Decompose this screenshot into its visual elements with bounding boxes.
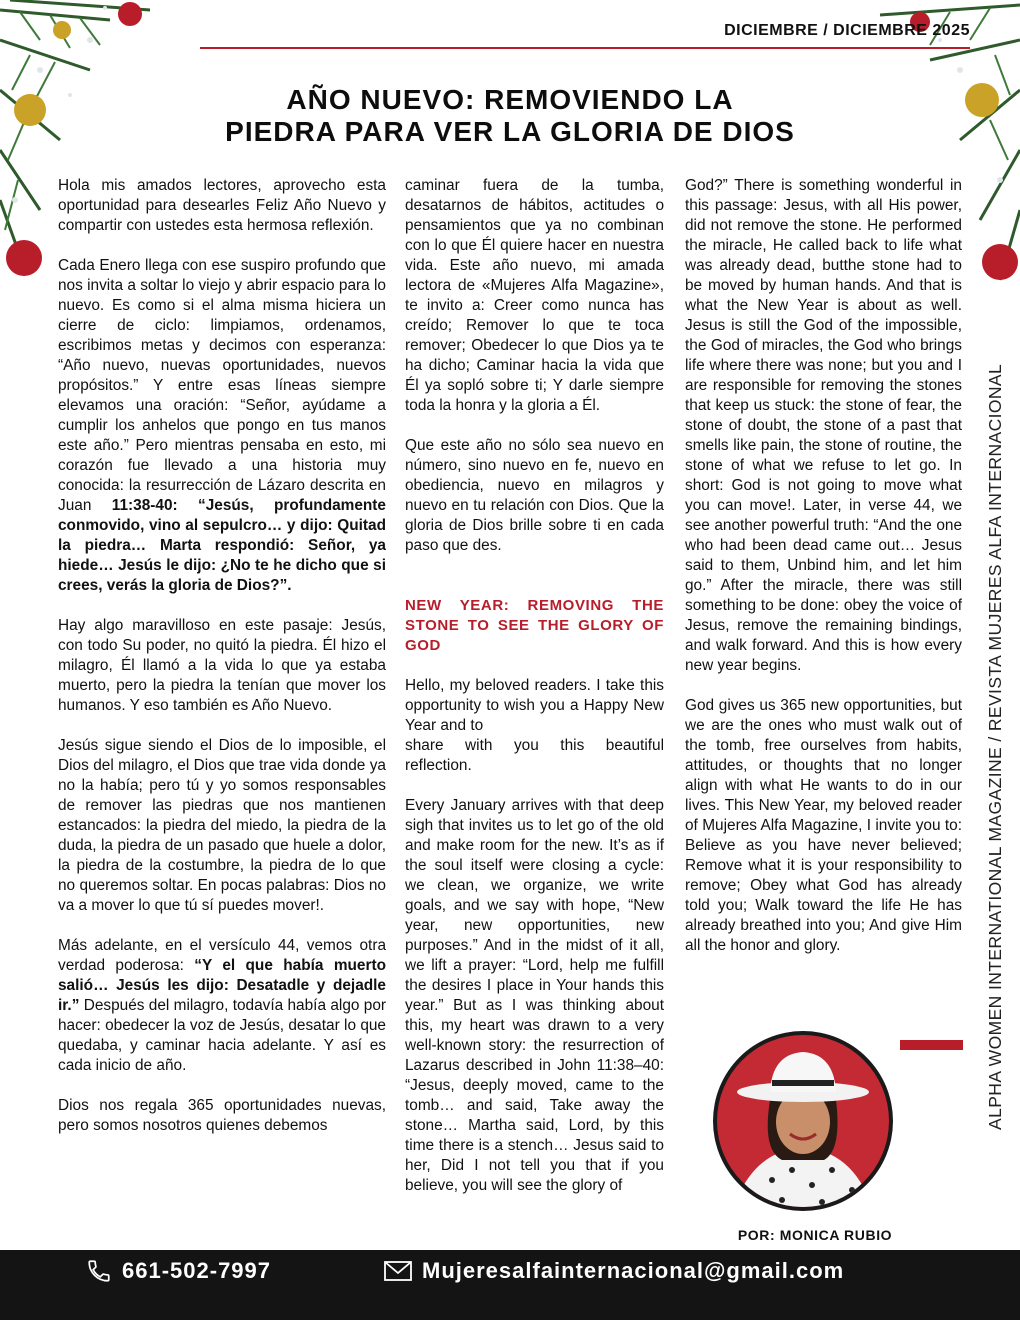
paragraph-text: Más adelante, en el versículo 44, vemos otra verdad poderosa: [58,937,386,974]
column-2 [405,176,664,1216]
paragraph: God?” There is something wonderful in this passage: Jesus, with all His power, did not remove the stone. He performed the miracle, He called back to life what was already dead, butthe stone had to be moved by human hands. And that is what the New Year is about as well. Jesus is still the God of the impossible, the God of miracles, the God who brings life where there was none; but you and I are responsible for removing the stones that keep us stuck: the stone of fear, the stone of doubt, the stone of a past that smells like pain, the stone of routine, the stone of what we refuse to let go. In short: God is not going to move what you can move!. Later, in verse 44, we see another powerful truth: “And the one who had been dead came out… Jesus said to them, Unbind him, and let him go.” After the miracle, there was still something to be done: obey the voice of Jesus, remove the remaining bindings, and walk forward. And this is how every new year begins. [685,177,962,674]
paragraph-text: Cada Enero llega con ese suspiro profundo que nos invita a soltar lo viejo y abrir espacio para lo nuevo. Es como si el alma misma hiciera un cierre de ciclo: limpiamos, ordenamos, escribimos metas y decimos con esperanza: “Año nuevo, nuevas oportunidades, nuevos propósitos.” Y entre esas líneas siempre elevamos una oración: “Señor, ayúdame a cumplir los anhelos que pongo en tus manos este año.” Pero mientras pensaba en esto, mi corazón fue llevado a una historia muy conocida: la resurrección de Lázaro descrita en Juan [58,257,386,514]
article-title [150,84,870,148]
footer-phone[interactable] [86,1258,271,1284]
paragraph-text: Hello, my beloved readers. I take this opportunity to wish you a Happy New Year and to [405,677,664,734]
footer-bar [0,1250,1020,1320]
paragraph: Hay algo maravilloso en este pasaje: Jesús, con todo Su poder, no quitó la piedra. Él hizo el milagro, Él llamó a la vida lo que ya estaba muerto, pero la piedra la tenían que mover los humanos. Y eso también es Año Nuevo. [58,617,386,714]
paragraph: Jesús sigue siendo el Dios de lo imposible, el Dios del milagro, el Dios que trae vida donde ya no la había; pero tú y yo somos responsables de remover las piedras que nos mantienen estancados: la piedra del miedo, la piedra de la duda, la piedra de un pasado que huele a dolor, la piedra de la costumbre, la piedra de lo que no queremos soltar. En pocas palabras: Dios no va a mover lo que tú sí puedes mover!. [58,737,386,914]
paragraph: Dios nos regala 365 oportunidades nuevas, pero somos nosotros quienes debemos [58,1097,386,1134]
email-address: Mujeresalfainternacional@gmail.com [422,1258,845,1283]
bible-quote: 11:38-40: “Jesús, profundamente conmovido, vino al sepulcro… y dijo: Quitad la piedra… Marta respondió: Señor, ya hiede… Jesús le dijo: ¿No te he dicho que si crees, verás la gloria de Dios?”. [58,497,386,594]
paragraph: caminar fuera de la tumba, desatarnos de hábitos, actitudes o pensamientos que ya no combinan con lo que Él quiere hacer en nuestra vida. Este año nuevo, mi amada lectora de «Mujeres Alfa Magazine», te invito a: Creer como nunca has creído; Remover lo que te toca remover; Obedecer lo que Dios ya te ha dicho; Caminar hacia la vida que Él ya sopló sobre ti; Y darle siempre toda la honra y la gloria a Él. [405,177,664,414]
paragraph-text: Después del milagro, todavía había algo por hacer: obedecer la voz de Jesús, desatar lo que quedaba, y caminar hacia adelante. Y así es cada inicio de año. [58,997,386,1074]
paragraph: God gives us 365 new opportunities, but we are the ones who must walk out of the tomb, free ourselves from habits, attitudes, or thoughts that no longer align with what He wants to do in our lives. This New Year, my beloved reader of Mujeres Alfa Magazine, I invite you to: Believe as you have never believed; Remove what it is your responsibility to remove; Obey what God has already told you; Walk toward the life He has already breathed into you; And give Him all the honor and glory. [685,697,962,954]
title-line-1: AÑO NUEVO: REMOVIENDO LA [286,84,734,115]
column-3 [685,176,962,976]
author-byline: POR: MONICA RUBIO [737,1227,893,1243]
phone-number: 661-502-7997 [122,1258,272,1283]
footer-email[interactable] [384,1258,844,1284]
paragraph-text: share with you this beautiful reflection. [405,737,664,774]
accent-bar [900,1040,963,1050]
envelope-icon [384,1260,412,1282]
column-1 [58,176,386,1156]
magazine-vertical-label: ALPHA WOMEN INTERNATIONAL MAGAZINE / REVISTA MUJERES ALFA INTERNACIONAL [985,363,1005,1130]
english-title: NEW YEAR: REMOVING THE STONE TO SEE THE GLORY OF GOD [405,597,664,654]
paragraph: Que este año no sólo sea nuevo en número, sino nuevo en fe, nuevo en obediencia, nuevo en milagros y nuevo en tu relación con Dios. Que la gloria de Dios brille sobre ti en cada paso que des. [405,437,664,554]
phone-icon [86,1258,112,1284]
paragraph [58,256,386,596]
bible-quote: “Y el que había muerto salió… Jesús les dijo: Desatadle y dejadle ir.” [58,957,386,1014]
author-photo [712,1030,894,1212]
paragraph: Every January arrives with that deep sigh that invites us to let go of the old and make room for the new. It’s as if the soul itself were closing a cycle: we clean, we organize, we write goals, and we say with hope, “New year, new opportunities, new purposes.” And in the midst of it all, we lift a prayer: “Lord, help me fulfill the desires I place in Your hands this year.” But as I was thinking about this, my heart was drawn to a very well-known story: the resurrection of Lazarus described in John 11:38–40: “Jesus, deeply moved, came to the tomb… and said, Take away the stone… Martha said, Lord, by this time there is a stench… Jesus said to her, Did I not tell you that if you believe, you will see the glory of [405,797,664,1194]
paragraph [405,676,664,776]
paragraph: Hola mis amados lectores, aprovecho esta oportunidad para desearles Feliz Año Nuevo y compartir con ustedes esta hermosa reflexión. [58,177,386,234]
paragraph [58,936,386,1076]
title-line-2: PIEDRA PARA VER LA GLORIA DE DIOS [225,116,795,147]
issue-date: DICIEMBRE / DICIEMBRE 2025 [724,22,970,39]
header-rule [200,47,970,49]
